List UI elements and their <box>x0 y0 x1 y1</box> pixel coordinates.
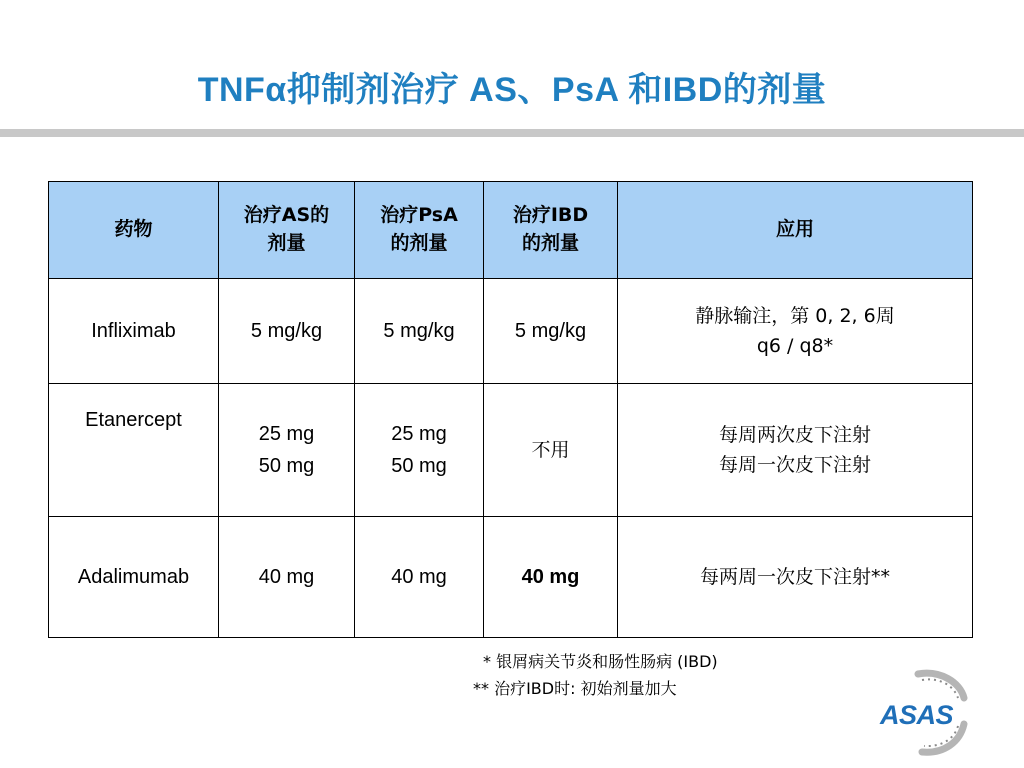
asas-logo-text: ASAS <box>880 700 954 730</box>
cell-as-dose: 5 mg/kg <box>219 279 355 384</box>
footnotes <box>473 648 718 702</box>
cell-usage <box>618 279 973 384</box>
dose-line: 50 mg <box>258 455 315 477</box>
usage-line: 静脉输注，第 0, 2, 6周 <box>695 304 895 327</box>
dosage-table <box>48 181 973 638</box>
table-header-row <box>49 182 973 279</box>
cell-ibd-dose: 不用 <box>484 384 618 517</box>
cell-usage: 每两周一次皮下注射** <box>618 517 973 638</box>
cell-ibd-dose: 5 mg/kg <box>484 279 618 384</box>
cell-drug: Adalimumab <box>49 517 219 638</box>
dose-line: 50 mg <box>391 455 447 477</box>
header-as-dose-text: 治疗AS的剂量 <box>243 204 330 254</box>
dose-line: 25 mg <box>391 423 447 445</box>
usage-line: 每周两次皮下注射 <box>718 423 871 446</box>
cell-psa-dose: 40 mg <box>355 517 484 638</box>
header-usage: 应用 <box>618 182 973 279</box>
dose-line: 25 mg <box>258 423 315 445</box>
table-row <box>49 384 973 517</box>
header-as-dose <box>219 182 355 279</box>
title-divider <box>0 129 1024 137</box>
footnote-2: ** 治疗IBD时: 初始剂量加大 <box>473 679 677 699</box>
cell-drug: Infliximab <box>49 279 219 384</box>
header-psa-dose <box>355 182 484 279</box>
asas-logo <box>878 668 978 758</box>
usage-line: q6 / q8* <box>756 335 834 357</box>
cell-as-dose: 40 mg <box>219 517 355 638</box>
table-row <box>49 517 973 638</box>
footnote-1: * 银屑病关节炎和肠性肠病 (IBD) <box>483 652 718 671</box>
cell-drug: Etanercept <box>49 384 219 517</box>
cell-as-dose <box>219 384 355 517</box>
header-ibd-dose <box>484 182 618 279</box>
header-ibd-dose-text: 治疗IBD的剂量 <box>512 204 589 254</box>
usage-line: 每周一次皮下注射 <box>718 454 871 476</box>
cell-psa-dose <box>355 384 484 517</box>
cell-usage <box>618 384 973 517</box>
table-row <box>49 279 973 384</box>
header-psa-dose-text: 治疗PsA的剂量 <box>380 204 458 254</box>
slide-title: TNFα抑制剂治疗 AS、PsA 和IBD的剂量 <box>197 71 827 109</box>
cell-psa-dose: 5 mg/kg <box>355 279 484 384</box>
cell-ibd-dose: 40 mg <box>484 517 618 638</box>
header-drug: 药物 <box>49 182 219 279</box>
